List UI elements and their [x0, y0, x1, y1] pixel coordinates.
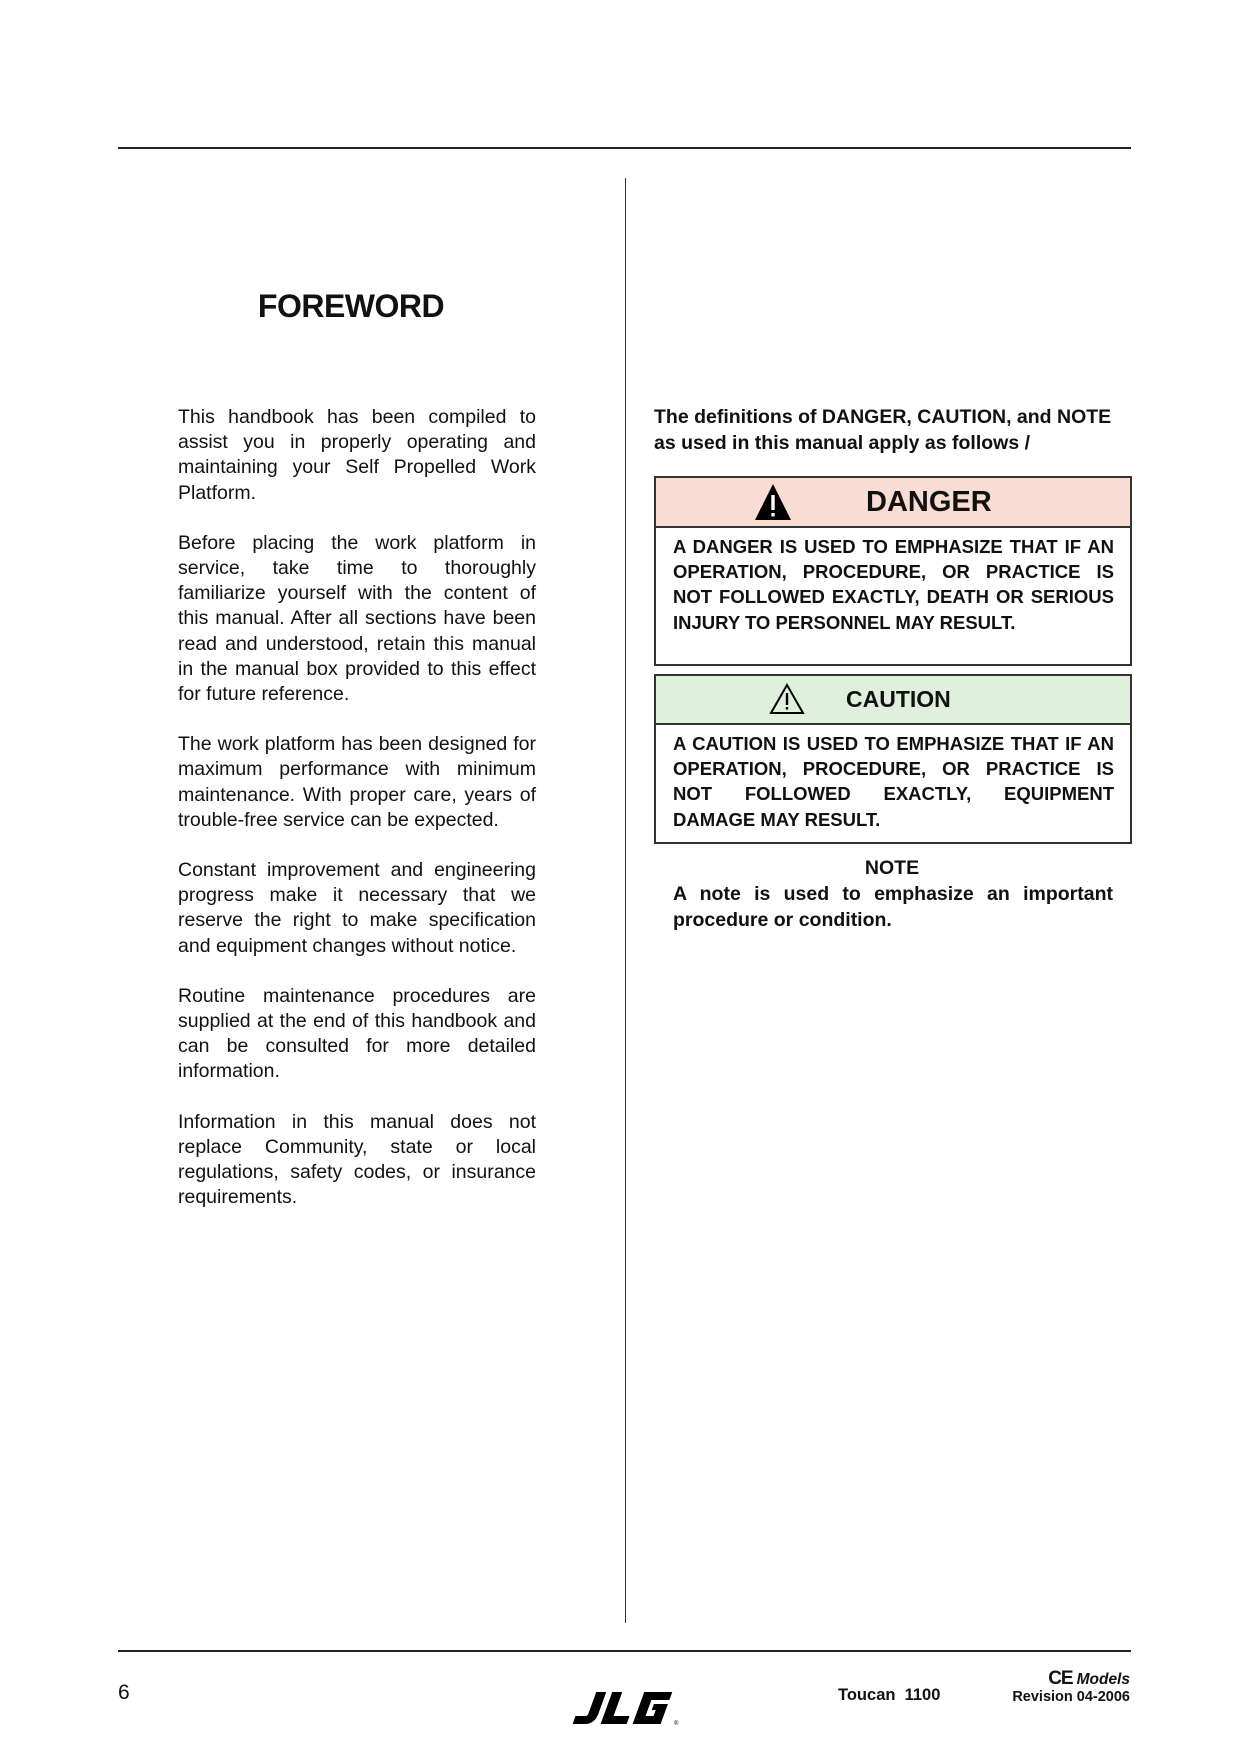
note-title: NOTE [864, 857, 920, 879]
definitions-section [654, 405, 1130, 456]
caution-text: A CAUTION IS USED TO EMPHASIZE THAT IF AN OPERATION, PROCEDURE, OR PRACTICE IS NOT FOLLOWED EXACTLY, EQUIPMENT DAMAGE MAY RESULT. [673, 733, 1114, 830]
caution-header [656, 676, 1130, 725]
note-text: A note is used to emphasize an important procedure or condition. [673, 883, 1113, 931]
danger-text: A DANGER IS USED TO EMPHASIZE THAT IF AN OPERATION, PROCEDURE, OR PRACTICE IS NOT FOLLOWED EXACTLY, DEATH OR SERIOUS INJURY TO PERSONNEL MAY RESULT. [673, 536, 1114, 633]
models-label: Models [1076, 1671, 1130, 1688]
caution-label: CAUTION [846, 686, 951, 712]
definitions-intro: The definitions of DANGER, CAUTION, and NOTE as used in this manual apply as follows / [654, 406, 1112, 454]
model-name: Toucan 1100 [838, 1686, 941, 1704]
foreword-paragraph: Information in this manual does not replace Community, state or local regulations, safety codes, or insurance requirements. [178, 1110, 536, 1209]
caution-box [654, 674, 1132, 844]
foreword-paragraph: Before placing the work platform in service, take time to thoroughly familiarize yourself with the content of this manual. After all sections have been read and understood, retain this manual in the manual box provided to this effect for future reference. [178, 531, 536, 706]
foreword-paragraph: Routine maintenance procedures are supplied at the end of this handbook and can be consulted for more detailed information. [178, 984, 536, 1083]
top-rule [118, 147, 1131, 149]
svg-text:®: ® [674, 1721, 679, 1726]
column-divider [625, 178, 626, 1623]
bottom-rule [118, 1650, 1131, 1652]
jlg-logo [570, 1690, 682, 1731]
danger-header [656, 478, 1130, 528]
page-title: FOREWORD [257, 288, 445, 324]
foreword-text [178, 405, 536, 1235]
warning-triangle-outline-icon [769, 683, 805, 715]
foreword-paragraph: This handbook has been compiled to assist you in properly operating and maintaining your Self Propelled Work Platform. [178, 406, 536, 504]
danger-label: DANGER [866, 486, 992, 518]
warning-triangle-filled-icon [753, 482, 793, 522]
ce-mark-icon: CE [1048, 1668, 1073, 1689]
revision-label: Revision 04-2006 [1012, 1689, 1130, 1705]
foreword-paragraph: The work platform has been designed for maximum performance with minimum maintenance. With proper care, years of trouble-free service can be expected. [178, 733, 536, 831]
ce-models-label [1048, 1668, 1130, 1690]
page-number: 6 [118, 1681, 130, 1704]
foreword-paragraph: Constant improvement and engineering progress make it necessary that we reserve the right to make specification and equipment changes without notice. [178, 859, 536, 957]
danger-box [654, 476, 1132, 666]
